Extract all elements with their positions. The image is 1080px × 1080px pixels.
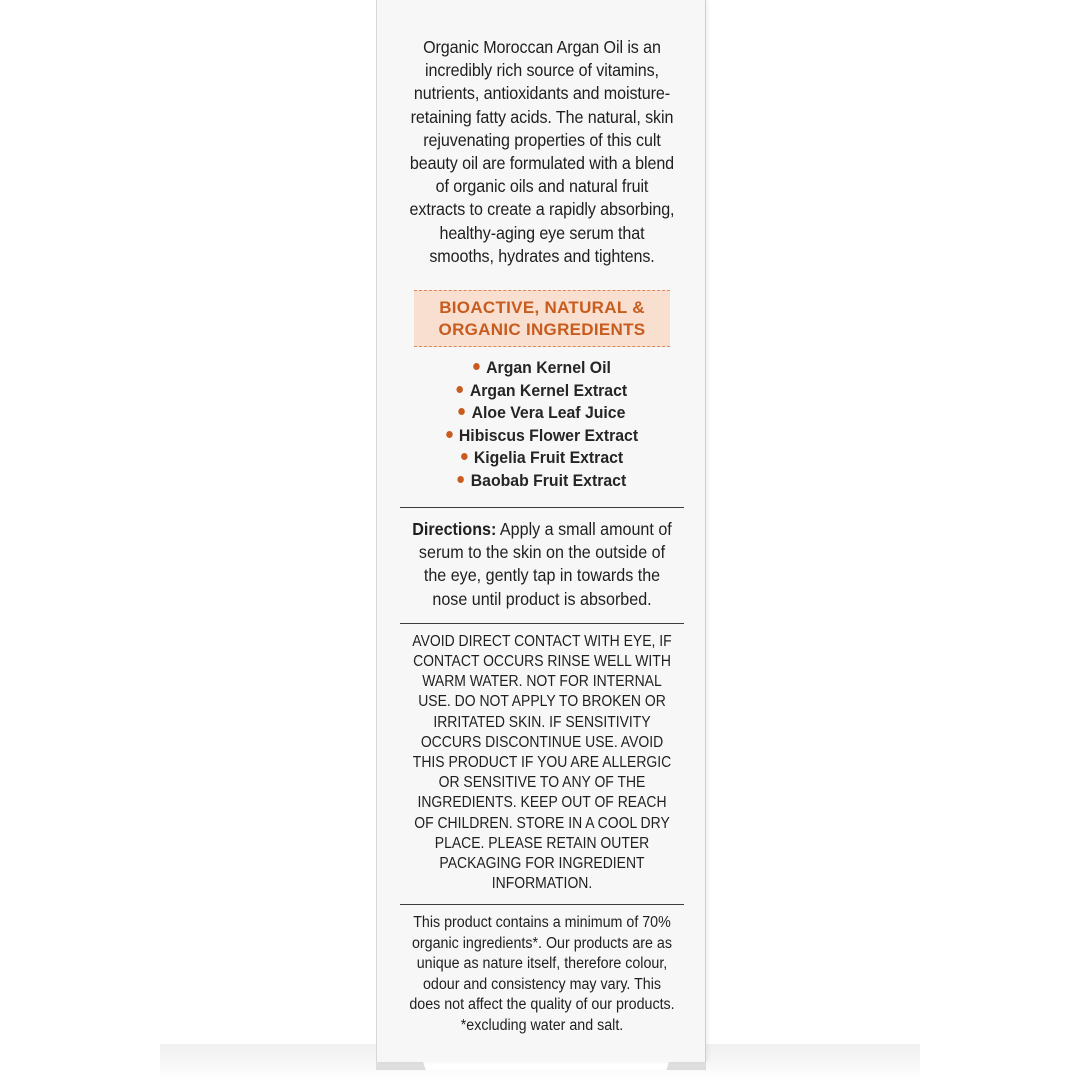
bullet-dot-icon bbox=[473, 363, 480, 370]
ingredient-item bbox=[406, 447, 678, 470]
ingredient-item bbox=[406, 380, 678, 403]
ingredient-label: Baobab Fruit Extract bbox=[470, 470, 627, 490]
ingredients-list bbox=[396, 357, 688, 492]
bullet-dot-icon bbox=[457, 386, 464, 393]
ingredient-item bbox=[406, 402, 678, 425]
divider bbox=[400, 507, 684, 508]
directions-label: Directions: bbox=[412, 519, 497, 540]
ingredients-title-line1: BIOACTIVE, NATURAL & bbox=[439, 298, 645, 318]
ingredient-label: Hibiscus Flower Extract bbox=[458, 425, 639, 445]
ingredient-label: Argan Kernel Extract bbox=[469, 380, 628, 400]
warning-paragraph: AVOID DIRECT CONTACT WITH EYE, IF CONTACT OCCURS RINSE WELL WITH WARM WATER. NOT FOR INTERNAL USE. DO NOT APPLY TO BROKEN OR IRRITATED SKIN. IF SENSITIVITY OCCURS DISCONTINUE USE. AVOID THIS PRODUCT IF YOU ARE ALLERGIC OR SENSITIVE TO ANY OF THE INGREDIENTS. KEEP OUT OF REACH OF CHILDREN. STORE IN A COOL DRY PLACE. PLEASE RETAIN OUTER PACKAGING FOR INGREDIENT INFORMATION. bbox=[412, 632, 672, 893]
ingredient-label: Argan Kernel Oil bbox=[486, 358, 611, 378]
organic-note-paragraph: This product contains a minimum of 70% organic ingredients*. Our products are as unique as nature itself, therefore colour, odour and consistency may vary. This does not affect the quality of our products. *excluding water and salt. bbox=[409, 914, 675, 1034]
ingredient-label: Kigelia Fruit Extract bbox=[473, 448, 624, 468]
ingredients-header bbox=[414, 290, 670, 347]
bullet-dot-icon bbox=[446, 431, 453, 438]
divider bbox=[400, 904, 684, 905]
divider bbox=[400, 623, 684, 624]
ingredient-item bbox=[406, 425, 678, 448]
ingredients-title-line2: ORGANIC INGREDIENTS bbox=[438, 320, 646, 340]
ingredient-label: Aloe Vera Leaf Juice bbox=[471, 403, 626, 423]
bullet-dot-icon bbox=[459, 408, 466, 415]
ingredient-item bbox=[406, 470, 678, 493]
intro-paragraph: Organic Moroccan Argan Oil is an incredibly rich source of vitamins, nutrients, antioxidants and moisture-retaining fatty acids. The natural, skin rejuvenating properties of this cult beauty oil are formulated with a blend of organic oils and natural fruit extracts to create a rapidly absorbing, healthy-aging eye serum that smooths, hydrates and tightens. bbox=[409, 37, 675, 266]
bullet-dot-icon bbox=[458, 476, 465, 483]
panel-content bbox=[396, 36, 688, 1036]
directions-text: Apply a small amount of serum to the skin on the outside of the eye, gently tap in towards the nose until product is absorbed. bbox=[418, 519, 672, 609]
bullet-dot-icon bbox=[461, 453, 468, 460]
directions-paragraph bbox=[408, 518, 677, 611]
ingredient-item bbox=[406, 357, 678, 380]
